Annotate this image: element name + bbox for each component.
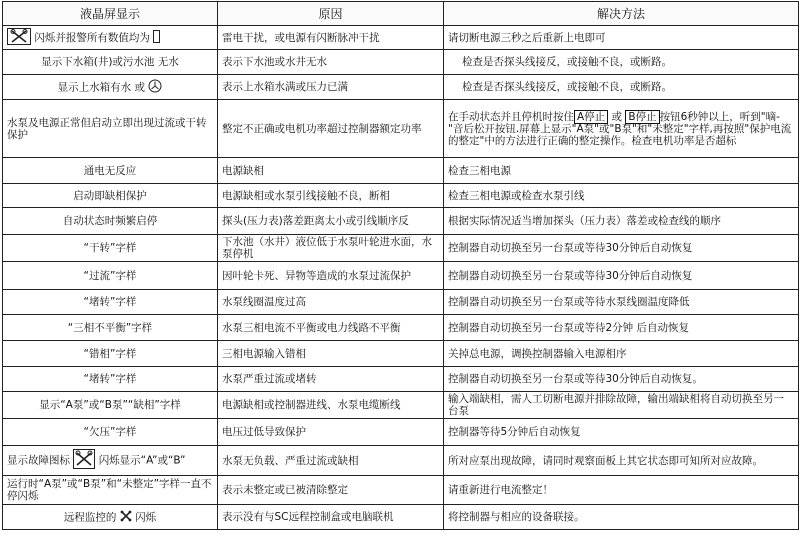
table-row xyxy=(3,392,799,419)
table-row xyxy=(3,50,799,75)
solution-cell: 控制器等待5分钟后自动恢复 xyxy=(444,419,799,446)
display-cell: “堵转”字样 xyxy=(3,367,218,392)
solution-cell: 检查三相电源 xyxy=(444,158,799,184)
table-row xyxy=(3,75,799,100)
header-row xyxy=(3,2,799,26)
display-cell xyxy=(3,446,218,476)
header-display: 液晶屏显示 xyxy=(3,2,218,26)
display-text: 闪烁 xyxy=(135,511,157,523)
header-cause: 原因 xyxy=(218,2,444,26)
display-text: 闪烁显示“A”或“B” xyxy=(98,454,186,467)
cause-cell: 表示上水箱水满或压力已满 xyxy=(218,75,444,100)
table-row xyxy=(3,505,799,530)
solution-cell: 控制器自动切换至另一台泵或等待2分钟 后自动恢复 xyxy=(444,315,799,341)
solution-text: 按钮6秒钟以上，听到"嘀-"音后松开按钮.屏幕上显示"A泵"或"B泵"和"未整定"字样,再按照"保护电流的整定"中的方法进行正确的整定操作。检查电机功率是否超标 xyxy=(448,110,792,147)
troubleshooting-table xyxy=(2,1,799,530)
display-cell: “干转”字样 xyxy=(3,235,218,262)
pressure-gauge-icon xyxy=(148,79,162,96)
solution-cell xyxy=(444,100,799,158)
table-row xyxy=(3,476,799,505)
display-cell: 水泵及电源正常但启动立即出现过流或干转保护 xyxy=(3,100,218,158)
solution-cell: 检查是否探头线接反，或接触不良，或断路。 xyxy=(444,75,799,100)
solution-cell: 控制器自动切换至另一台泵或等待水泵线圈温度降低 xyxy=(444,290,799,315)
cause-cell: 水泵线圈温度过高 xyxy=(218,290,444,315)
table-row xyxy=(3,341,799,367)
display-cell: “堵转”字样 xyxy=(3,290,218,315)
solution-cell: 所对应泵出现故障，请同时观察面板上其它状态即可知所对应故障。 xyxy=(444,446,799,476)
display-cell: 启动即缺相保护 xyxy=(3,184,218,208)
display-cell: “欠压”字样 xyxy=(3,419,218,446)
solution-cell: 控制器自动切换至另一台泵或等待30分钟后自动恢复。 xyxy=(444,367,799,392)
display-text: 远程监控的 xyxy=(63,511,117,523)
cause-cell: 探头(压力表)落差距离太小或引线顺序反 xyxy=(218,208,444,235)
display-cell: “错相”字样 xyxy=(3,341,218,367)
display-cell: 自动状态时频繁启停 xyxy=(3,208,218,235)
table-row xyxy=(3,26,799,50)
cause-cell: 下水池（水井）液位低于水泵叶轮进水面，水泵停机 xyxy=(218,235,444,262)
cause-cell: 电源缺相 xyxy=(218,158,444,184)
display-cell xyxy=(3,75,218,100)
display-text: 显示上水箱有水 或 xyxy=(57,81,145,93)
table-row xyxy=(3,184,799,208)
solution-cell: 控制器自动切换至另一台泵或等待30分钟后自动恢复 xyxy=(444,235,799,262)
table-row xyxy=(3,446,799,476)
cause-cell: 电源缺相或控制器进线、水泵电缆断线 xyxy=(218,392,444,419)
solution-cell: 控制器自动切换至另一台泵或等待30分钟后自动恢复 xyxy=(444,262,799,290)
remote-link-icon xyxy=(120,510,132,525)
cause-cell: 表示未整定或已被清除整定 xyxy=(218,476,444,505)
cause-cell: 电压过低导致保护 xyxy=(218,419,444,446)
display-text: 闪烁并报警所有数值均为 xyxy=(34,31,150,44)
cause-cell: 三相电源输入错相 xyxy=(218,341,444,367)
display-cell: 通电无反应 xyxy=(3,158,218,184)
table-row xyxy=(3,290,799,315)
solution-cell: 检查三相电源或检查水泵引线 xyxy=(444,184,799,208)
solution-cell: 关掉总电源，调换控制器输入电源相序 xyxy=(444,341,799,367)
display-cell xyxy=(3,505,218,530)
display-cell xyxy=(3,26,218,50)
table-row xyxy=(3,100,799,158)
table-row xyxy=(3,419,799,446)
solution-cell: 输入端缺相，需人工切断电源并排除故障，输出端缺相将自动切换至另一台泵 xyxy=(444,392,799,419)
table-row xyxy=(3,158,799,184)
empty-digit-box-icon xyxy=(153,30,160,46)
solution-cell: 请重新进行电流整定！ xyxy=(444,476,799,505)
table-row xyxy=(3,262,799,290)
header-solution: 解决方法 xyxy=(444,2,799,26)
solution-text: 或 xyxy=(611,110,623,123)
cause-cell: 水泵三相电流不平衡或电力线路不平衡 xyxy=(218,315,444,341)
solution-text: 在手动状态并且停机时按住 xyxy=(448,110,574,123)
cause-cell: 水泵严重过流或堵转 xyxy=(218,367,444,392)
solution-cell: 将控制器与相应的设备联接。 xyxy=(444,505,799,530)
cause-cell: 雷电干扰，或电源有闪断脉冲干扰 xyxy=(218,26,444,50)
display-text: 显示故障图标 xyxy=(7,454,70,467)
cause-cell: 表示没有与SC远程控制盒或电脑联机 xyxy=(218,505,444,530)
table-row xyxy=(3,235,799,262)
table-row xyxy=(3,315,799,341)
cause-cell: 因叶轮卡死、异物等造成的水泵过流保护 xyxy=(218,262,444,290)
display-cell: “过流”字样 xyxy=(3,262,218,290)
cause-cell: 表示下水池或水井无水 xyxy=(218,50,444,75)
fault-tools-icon xyxy=(73,449,95,472)
cause-cell: 整定不正确或电机功率超过控制器额定功率 xyxy=(218,100,444,158)
a-stop-button-label: A停止 xyxy=(574,110,608,124)
b-stop-button-label: B停止 xyxy=(625,110,659,124)
display-cell: 运行时“A泵”或“B泵”和“未整定”字样一直不停闪烁 xyxy=(3,476,218,505)
solution-cell: 检查是否探头线接反，或接触不良，或断路。 xyxy=(444,50,799,75)
solution-cell: 根据实际情况适当增加探头（压力表）落差或检查线的顺序 xyxy=(444,208,799,235)
table-row xyxy=(3,208,799,235)
solution-cell: 请切断电源三秒之后重新上电即可 xyxy=(444,26,799,50)
display-cell: “三相不平衡”字样 xyxy=(3,315,218,341)
cause-cell: 水泵无负载、严重过流或缺相 xyxy=(218,446,444,476)
display-cell: 显示下水箱(井)或污水池 无水 xyxy=(3,50,218,75)
cause-cell: 电源缺相或水泵引线接触不良，断相 xyxy=(218,184,444,208)
table-row xyxy=(3,367,799,392)
tools-icon xyxy=(7,28,31,48)
display-cell: 显示“A泵”或“B泵”“缺相”字样 xyxy=(3,392,218,419)
